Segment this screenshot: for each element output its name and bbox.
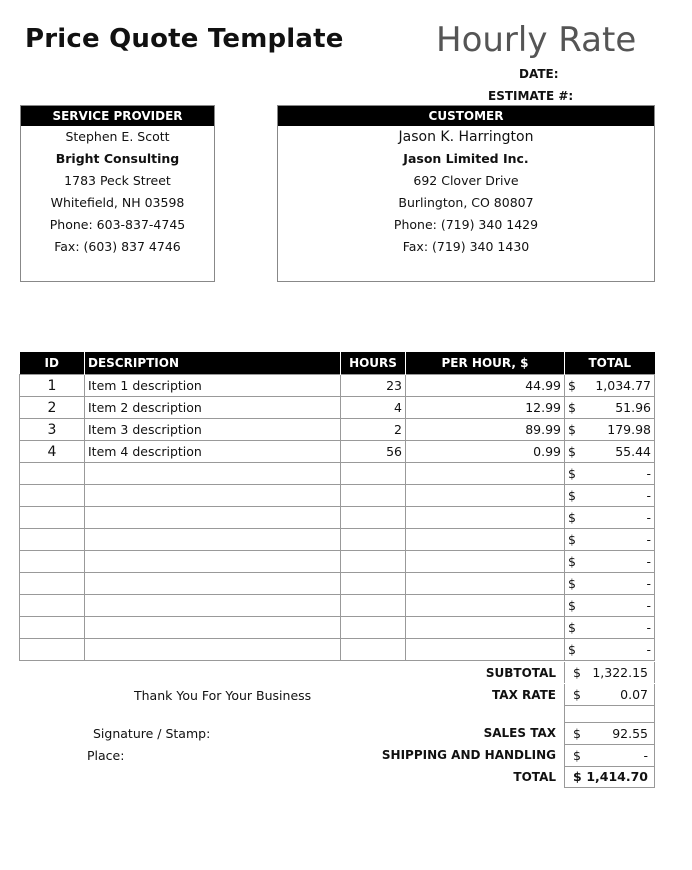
place-label: Place: — [87, 748, 125, 763]
customer-phone: Phone: (719) 340 1429 — [393, 217, 539, 232]
row-hours[interactable] — [341, 551, 406, 573]
table-row — [20, 573, 655, 595]
row-id[interactable] — [20, 617, 85, 639]
provider-fax: Fax: (603) 837 4746 — [54, 239, 181, 254]
table-row — [20, 529, 655, 551]
row-description[interactable] — [85, 595, 341, 617]
row-description[interactable] — [85, 507, 341, 529]
row-description[interactable] — [85, 617, 341, 639]
signature-label: Signature / Stamp: — [93, 726, 211, 741]
document-subtitle: Hourly Rate — [436, 20, 637, 60]
subtotal-label: SUBTOTAL — [485, 666, 556, 680]
customer-heading: CUSTOMER — [278, 106, 654, 126]
row-currency[interactable]: $ — [565, 441, 587, 463]
row-hours[interactable] — [341, 463, 406, 485]
row-rate[interactable] — [406, 595, 565, 617]
table-row — [20, 639, 655, 661]
row-total[interactable]: - — [587, 551, 655, 573]
row-hours[interactable] — [341, 529, 406, 551]
date-label: DATE: — [519, 67, 559, 81]
tax-rate-value: 0.07 — [620, 687, 648, 702]
total-cell — [564, 766, 655, 788]
row-id[interactable] — [20, 485, 85, 507]
per-hour-header: PER HOUR, $ — [406, 352, 565, 375]
row-id[interactable] — [20, 639, 85, 661]
currency-symbol: $ — [573, 665, 581, 680]
shipping-cell[interactable] — [564, 744, 655, 767]
row-description[interactable] — [85, 639, 341, 661]
row-hours[interactable] — [341, 485, 406, 507]
currency-symbol: $ — [573, 748, 581, 763]
tax-rate-label: TAX RATE — [492, 688, 556, 702]
table-row — [20, 397, 655, 419]
row-currency[interactable]: $ — [565, 573, 587, 595]
row-total[interactable]: 179.98 — [587, 419, 655, 441]
row-total[interactable]: - — [587, 573, 655, 595]
row-total[interactable]: 51.96 — [587, 397, 655, 419]
sales-tax-label: SALES TAX — [483, 726, 556, 740]
row-hours[interactable] — [341, 507, 406, 529]
table-row — [20, 375, 655, 397]
table-header-row — [20, 352, 655, 375]
currency-symbol: $ — [573, 687, 581, 702]
row-description[interactable] — [85, 463, 341, 485]
row-total[interactable]: - — [587, 507, 655, 529]
document-title: Price Quote Template — [25, 24, 344, 54]
row-currency[interactable]: $ — [565, 595, 587, 617]
row-currency[interactable]: $ — [565, 485, 587, 507]
row-currency[interactable]: $ — [565, 375, 587, 397]
table-row — [20, 595, 655, 617]
row-rate[interactable] — [406, 485, 565, 507]
row-hours[interactable] — [341, 595, 406, 617]
total-label: TOTAL — [513, 770, 556, 784]
provider-name: Stephen E. Scott — [65, 129, 170, 144]
thank-you-note: Thank You For Your Business — [134, 688, 312, 703]
row-id[interactable]: 3 — [20, 419, 85, 441]
table-row — [20, 617, 655, 639]
service-provider-box — [20, 105, 215, 282]
row-id[interactable] — [20, 551, 85, 573]
provider-phone: Phone: 603-837-4745 — [49, 217, 186, 232]
row-rate[interactable]: 44.99 — [406, 375, 565, 397]
row-rate[interactable] — [406, 463, 565, 485]
row-currency[interactable]: $ — [565, 507, 587, 529]
table-row — [20, 463, 655, 485]
row-rate[interactable] — [406, 529, 565, 551]
estimate-label: ESTIMATE #: — [488, 89, 574, 103]
row-hours[interactable]: 56 — [341, 441, 406, 463]
row-id[interactable] — [20, 463, 85, 485]
row-total[interactable]: - — [587, 617, 655, 639]
line-items-table — [19, 352, 655, 661]
row-id[interactable] — [20, 529, 85, 551]
row-id[interactable]: 4 — [20, 441, 85, 463]
description-header: DESCRIPTION — [85, 352, 341, 375]
row-hours[interactable] — [341, 617, 406, 639]
service-provider-heading: SERVICE PROVIDER — [21, 106, 214, 126]
row-rate[interactable] — [406, 639, 565, 661]
row-id[interactable]: 2 — [20, 397, 85, 419]
row-rate[interactable] — [406, 573, 565, 595]
row-rate[interactable]: 12.99 — [406, 397, 565, 419]
subtotal-cell — [564, 662, 655, 683]
row-description[interactable] — [85, 529, 341, 551]
shipping-value: - — [643, 748, 648, 763]
row-currency[interactable]: $ — [565, 551, 587, 573]
id-header: ID — [20, 352, 85, 375]
row-total[interactable]: - — [587, 595, 655, 617]
tax-rate-cell[interactable] — [564, 684, 655, 706]
hours-header: HOURS — [341, 352, 406, 375]
row-id[interactable] — [20, 573, 85, 595]
row-currency[interactable]: $ — [565, 463, 587, 485]
row-total[interactable]: - — [587, 639, 655, 661]
row-hours[interactable] — [341, 639, 406, 661]
customer-company: Jason Limited Inc. — [403, 151, 529, 166]
row-description[interactable] — [85, 573, 341, 595]
table-row — [20, 441, 655, 463]
row-rate[interactable]: 0.99 — [406, 441, 565, 463]
row-hours[interactable]: 4 — [341, 397, 406, 419]
row-description[interactable] — [85, 485, 341, 507]
subtotal-value: 1,322.15 — [592, 665, 648, 680]
row-rate[interactable] — [406, 617, 565, 639]
customer-street: 692 Clover Drive — [413, 173, 519, 188]
row-description[interactable]: Item 4 description — [85, 441, 341, 463]
provider-city: Whitefield, NH 03598 — [50, 195, 185, 210]
row-currency[interactable]: $ — [565, 419, 587, 441]
row-hours[interactable] — [341, 573, 406, 595]
row-total[interactable]: - — [587, 485, 655, 507]
table-row — [20, 551, 655, 573]
row-id[interactable]: 1 — [20, 375, 85, 397]
row-total[interactable]: - — [587, 529, 655, 551]
row-description[interactable]: Item 2 description — [85, 397, 341, 419]
customer-city: Burlington, CO 80807 — [398, 195, 534, 210]
provider-street: 1783 Peck Street — [64, 173, 171, 188]
row-currency[interactable]: $ — [565, 529, 587, 551]
row-id[interactable] — [20, 507, 85, 529]
row-rate[interactable] — [406, 507, 565, 529]
row-id[interactable] — [20, 595, 85, 617]
sales-tax-value: 92.55 — [612, 726, 648, 741]
currency-symbol: $ — [573, 726, 581, 741]
row-total[interactable]: 55.44 — [587, 441, 655, 463]
total-header: TOTAL — [565, 352, 655, 375]
row-description[interactable]: Item 3 description — [85, 419, 341, 441]
row-total[interactable]: 1,034.77 — [587, 375, 655, 397]
table-row — [20, 507, 655, 529]
summary-spacer — [564, 706, 655, 722]
customer-name: Jason K. Harrington — [398, 129, 534, 145]
table-row — [20, 485, 655, 507]
customer-box — [277, 105, 655, 282]
row-total[interactable]: - — [587, 463, 655, 485]
row-description[interactable] — [85, 551, 341, 573]
grand-total-value: 1,414.70 — [586, 769, 648, 784]
currency-symbol: $ — [573, 769, 582, 784]
provider-company: Bright Consulting — [55, 151, 180, 166]
row-rate[interactable]: 89.99 — [406, 419, 565, 441]
customer-fax: Fax: (719) 340 1430 — [402, 239, 530, 254]
row-rate[interactable] — [406, 551, 565, 573]
row-currency[interactable]: $ — [565, 617, 587, 639]
row-hours[interactable]: 23 — [341, 375, 406, 397]
row-currency[interactable]: $ — [565, 397, 587, 419]
shipping-label: SHIPPING AND HANDLING — [381, 748, 556, 762]
sales-tax-cell — [564, 722, 655, 744]
row-description[interactable]: Item 1 description — [85, 375, 341, 397]
table-row — [20, 419, 655, 441]
row-hours[interactable]: 2 — [341, 419, 406, 441]
row-currency[interactable]: $ — [565, 639, 587, 661]
